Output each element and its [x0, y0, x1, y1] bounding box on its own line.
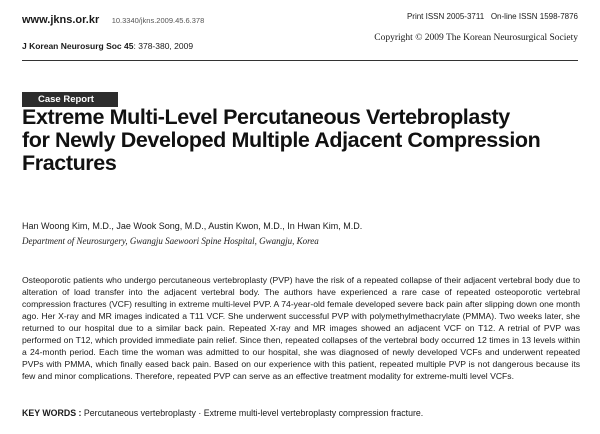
abstract: Osteoporotic patients who undergo percutaneous vertebroplasty (PVP) have the risk of a repeated collapse of their adjacent vertebral body due to alteration of load transfer into the adjacent vertebral body. The authors have experienced a rare case of repeated osteoporotic vertebral compression fractures (VCF) resulting in extreme multi-level PVP. A 74-year-old female developed severe back pain after slipping down one month ago. Her X-ray and MR images indicated a T11 VCF. She underwent successful PVP with polymethylmethacrylate (PMMA). Two weeks later, she returned to our hospital due to a similar back pain. Repeated X-ray and MR images showed an adjacent VCF on T12. A retrial of PVP was performed on T12, which provided immediate pain relief. Since then, repeated collapses of the vertebral body occurred 12 times in 13 levels within a 24-month period. Each time the woman was admitted to our hospital, she was diagnosed of newly developed VCFs and underwent repeated PVPs with PMMA, which finally eased back pain. Based on our experience with this patient, repeated multiple PVP is not dangerous because its few and minor complications. Therefore, repeated PVP can serve as an effective treatment modality for extreme-multi level VCFs. [22, 275, 580, 381]
authors: Han Woong Kim, M.D., Jae Wook Song, M.D., Austin Kwon, M.D., In Hwan Kim, M.D. [22, 221, 363, 231]
affiliation: Department of Neurosurgery, Gwangju Saewoori Spine Hospital, Gwangju, Korea [22, 236, 319, 246]
article-type-badge: Case Report [22, 92, 118, 107]
article-title: Extreme Multi-Level Percutaneous Vertebroplasty for Newly Developed Multiple Adjacent Compression Fractures [22, 105, 541, 175]
keywords [22, 408, 423, 418]
issn: Print ISSN 2005-3711 On-line ISSN 1598-7876 [406, 12, 578, 21]
journal-name: J Korean Neurosurg Soc [22, 41, 122, 51]
header-left [22, 10, 204, 51]
copyright: Copyright © 2009 The Korean Neurosurgical Society [374, 33, 578, 43]
doi: 10.3340/jkns.2009.45.6.378 [111, 16, 205, 25]
keywords-label: KEY WORDS : [22, 408, 82, 418]
citation [22, 41, 204, 51]
journal-pages: : 378-380, 2009 [133, 41, 194, 51]
journal-site: www.jkns.or.kr [22, 14, 100, 26]
journal-volume: 45 [124, 41, 134, 51]
header-right [374, 12, 578, 43]
keywords-text: Percutaneous vertebroplasty · Extreme multi-level vertebroplasty compression fracture. [83, 408, 424, 418]
header-rule [22, 60, 578, 61]
